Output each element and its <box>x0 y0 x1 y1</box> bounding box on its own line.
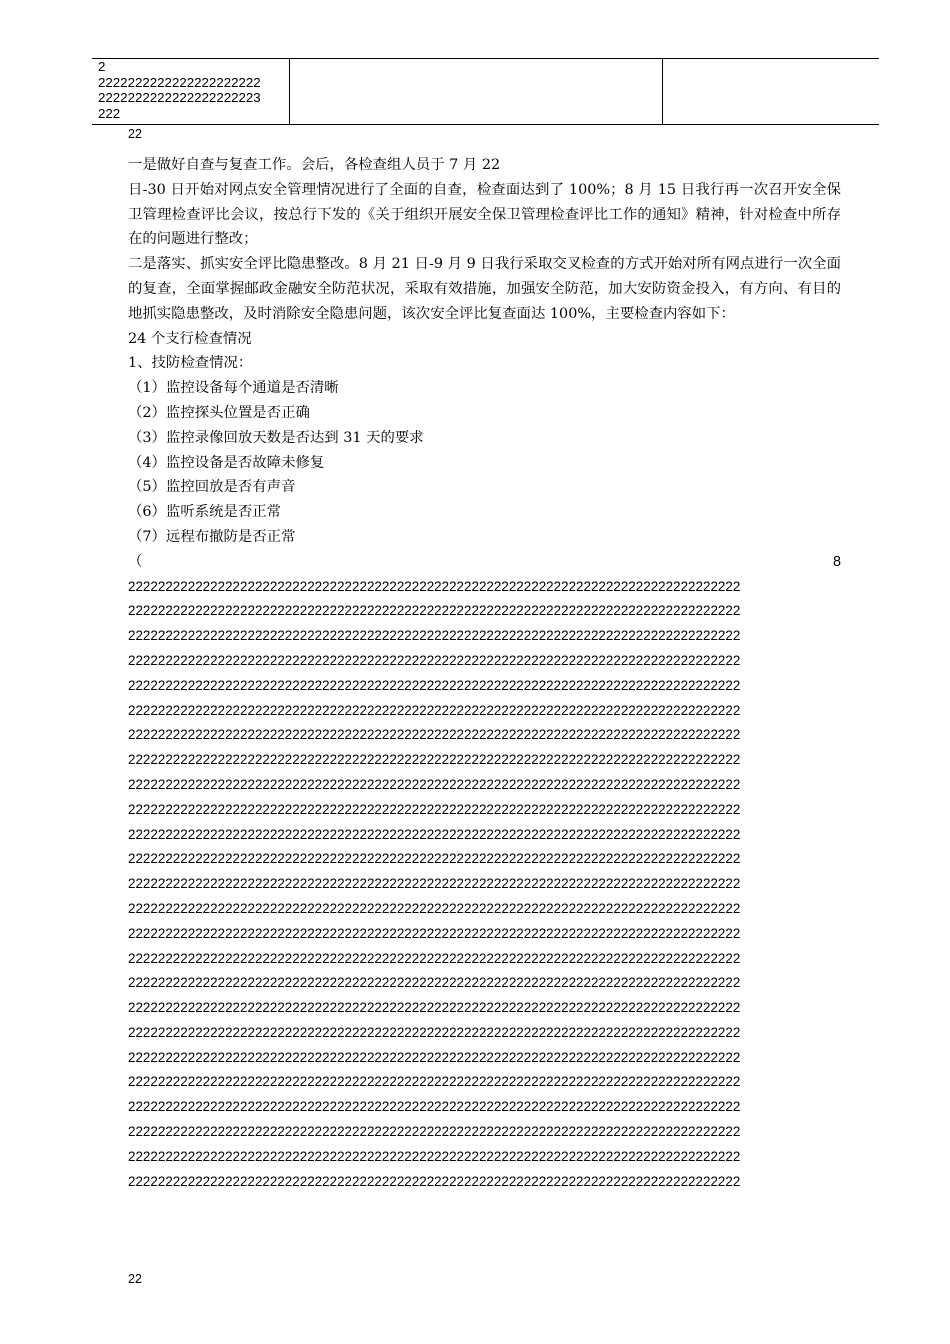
check-item: （5）监控回放是否有声音 <box>128 479 296 496</box>
repeated-digits-line: 2222222222222222222222222222222222222222222222222222222222222222222222222222222222 <box>128 900 741 916</box>
check-item: （4）监控设备是否故障未修复 <box>128 454 325 471</box>
paragraph-rectification: 二是落实、抓实安全评比隐患整改。8 月 21 日-9 月 9 日我行采取交叉检查的方式开始对所有网点进行一次全面的复查，全面掌握邮政金融安全防范状况，采取有效措施，加强安全防范，加大安防资金投入，有方向、有目的地抓实隐患整改，及时消除安全隐患问题，该次安全评比复查面达 100%，主要检查内容如下： <box>128 256 841 322</box>
paragraph-tech-check: 1、技防检查情况： <box>128 355 253 372</box>
check-item: （1）监控设备每个通道是否清晰 <box>128 380 339 397</box>
table-cell-line: 2222222222222222222222 <box>98 74 261 90</box>
table-cell-line: 222 <box>98 105 121 121</box>
table-cell-2 <box>290 59 663 124</box>
repeated-digits-line: 2222222222222222222222222222222222222222222222222222222222222222222222222222222222 <box>128 1049 741 1065</box>
repeated-digits-line: 2222222222222222222222222222222222222222222222222222222222222222222222222222222222 <box>128 702 741 718</box>
repeated-digits-line: 2222222222222222222222222222222222222222222222222222222222222222222222222222222222 <box>128 851 741 867</box>
paragraph-branch-check: 24 个支行检查情况 <box>128 330 252 347</box>
repeated-digits-line: 2222222222222222222222222222222222222222222222222222222222222222222222222222222222 <box>128 950 741 966</box>
page-footer-number: 22 <box>128 1272 142 1286</box>
check-item: （3）监控录像回放天数是否达到 31 天的要求 <box>128 429 424 446</box>
paren-line <box>128 550 841 575</box>
repeated-digits-line: 2222222222222222222222222222222222222222222222222222222222222222222222222222222222 <box>128 1074 741 1090</box>
check-item: （7）远程布撤防是否正常 <box>128 528 296 545</box>
repeated-digits-line: 2222222222222222222222222222222222222222222222222222222222222222222222222222222222 <box>128 876 741 892</box>
repeated-digits-line: 2222222222222222222222222222222222222222222222222222222222222222222222222222222222 <box>128 1173 741 1189</box>
label-after-table: 22 <box>128 127 142 141</box>
repeated-digits-line: 2222222222222222222222222222222222222222222222222222222222222222222222222222222222 <box>128 776 741 792</box>
paragraph-self-check-intro: 一是做好自查与复查工作。会后，各检查组人员于 7 月 22 <box>128 157 501 173</box>
body-text <box>128 153 841 1194</box>
repeated-digits-line: 2222222222222222222222222222222222222222222222222222222222222222222222222222222222 <box>128 752 741 768</box>
repeated-digits-line: 2222222222222222222222222222222222222222222222222222222222222222222222222222222222 <box>128 1000 741 1016</box>
repeated-digits-line: 2222222222222222222222222222222222222222222222222222222222222222222222222222222222 <box>128 628 741 644</box>
repeated-digits-line: 2222222222222222222222222222222222222222222222222222222222222222222222222222222222 <box>128 578 741 594</box>
paren-left: （ <box>128 553 143 570</box>
repeated-digits-line: 2222222222222222222222222222222222222222222222222222222222222222222222222222222222 <box>128 603 741 619</box>
repeated-digits-line: 2222222222222222222222222222222222222222222222222222222222222222222222222222222222 <box>128 727 741 743</box>
top-table <box>92 58 879 125</box>
repeated-digits-block <box>128 575 841 1195</box>
repeated-digits-line: 2222222222222222222222222222222222222222222222222222222222222222222222222222222222 <box>128 826 741 842</box>
table-cell-3 <box>663 59 879 124</box>
repeated-digits-line: 2222222222222222222222222222222222222222222222222222222222222222222222222222222222 <box>128 925 741 941</box>
repeated-digits-line: 2222222222222222222222222222222222222222222222222222222222222222222222222222222222 <box>128 975 741 991</box>
repeated-digits-line: 2222222222222222222222222222222222222222222222222222222222222222222222222222222222 <box>128 1124 741 1140</box>
paren-right: 8 <box>832 553 841 570</box>
check-item: （6）监听系统是否正常 <box>128 504 282 521</box>
repeated-digits-line: 2222222222222222222222222222222222222222222222222222222222222222222222222222222222 <box>128 1024 741 1040</box>
check-item: （2）监控探头位置是否正确 <box>128 404 310 421</box>
repeated-digits-line: 2222222222222222222222222222222222222222222222222222222222222222222222222222222222 <box>128 801 741 817</box>
paragraph-self-check: 日-30 日开始对网点安全管理情况进行了全面的自查，检查面达到了 100%；8 月 15 日我行再一次召开安全保卫管理检查评比会议，按总行下发的《关于组织开展安全保卫管理检查评比工作的通知》精神，针对检查中所存在的问题进行整改； <box>128 181 841 248</box>
repeated-digits-line: 2222222222222222222222222222222222222222222222222222222222222222222222222222222222 <box>128 652 741 668</box>
table-cell-line: 2222222222222222222223 <box>98 90 261 105</box>
repeated-digits-line: 2222222222222222222222222222222222222222222222222222222222222222222222222222222222 <box>128 1148 741 1164</box>
repeated-digits-line: 2222222222222222222222222222222222222222222222222222222222222222222222222222222222 <box>128 677 741 693</box>
repeated-digits-line: 2222222222222222222222222222222222222222222222222222222222222222222222222222222222 <box>128 1099 741 1115</box>
table-cell-line: 2 <box>98 59 106 74</box>
table-cell-1 <box>92 59 290 124</box>
